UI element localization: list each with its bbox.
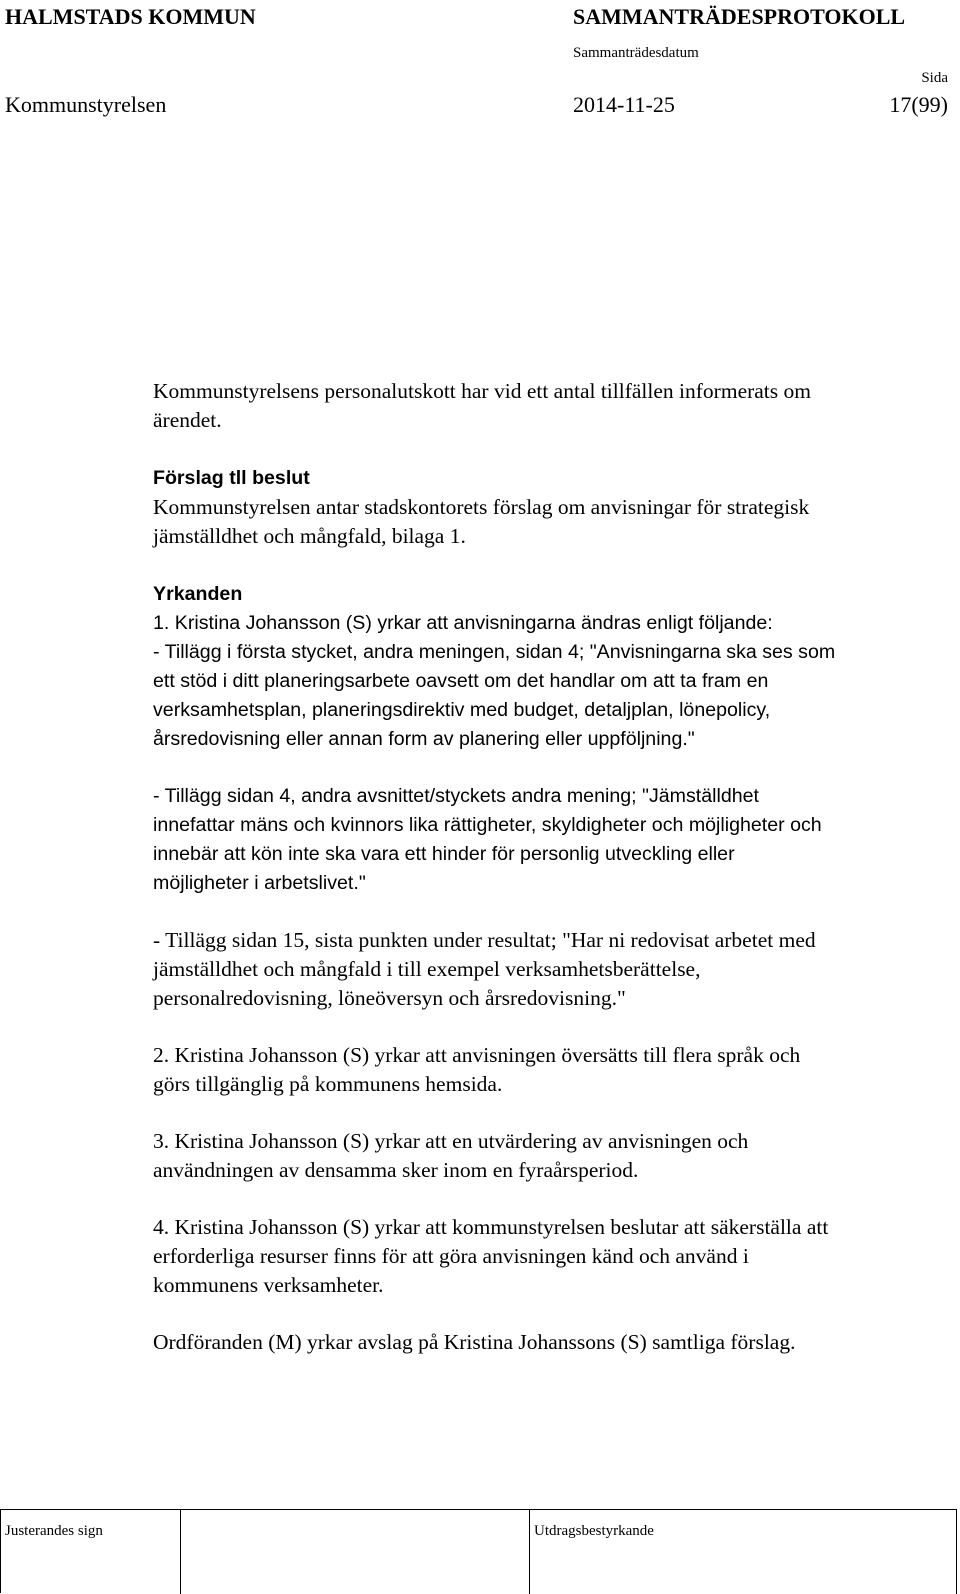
claim-line: personalredovisning, löneöversyn och årsredovisning." [153,986,626,1010]
proposal-line: Kommunstyrelsen antar stadskontorets förslag om anvisningar för strategisk [153,495,810,519]
extract-cell [530,1510,957,1594]
meeting-date: 2014-11-25 [573,92,675,117]
claim-line: - Tillägg i första stycket, andra meningen, sidan 4; "Anvisningarna ska ses som [153,641,836,663]
chair-statement: Ordföranden (M) yrkar avslag på Kristina Johanssons (S) samtliga förslag. [153,1330,796,1354]
sign-cell [1,1510,181,1594]
claim-line: möjligheter i arbetslivet." [153,872,366,894]
claim-line: verksamhetsplan, planeringsdirektiv med budget, detaljplan, lönepolicy, [153,699,771,721]
signature-table [0,1509,957,1593]
claim-line: innefattar mäns och kvinnors lika rättigheter, skyldigheter och möjligheter och [153,814,822,836]
claims-heading: Yrkanden [153,583,243,605]
claim-line: görs tillgänglig på kommunens hemsida. [153,1072,503,1096]
extract-label: Utdragsbestyrkande [534,1523,654,1539]
claim-line: 2. Kristina Johansson (S) yrkar att anvisningen översätts till flera språk och [153,1043,801,1067]
organization-name: HALMSTADS KOMMUN [5,4,256,29]
claim-line: erforderliga resurser finns för att göra anvisningen känd och använd i [153,1244,749,1268]
sign-blank-cell [181,1510,530,1594]
page-number: 17(99) [889,92,948,117]
claim-line: 3. Kristina Johansson (S) yrkar att en utvärdering av anvisningen och [153,1129,749,1153]
proposal-line: jämställdhet och mångfald, bilaga 1. [153,524,466,548]
claim-line: innebär att kön inte ska vara ett hinder för personlig utveckling eller [153,843,735,865]
claim-line: ett stöd i ditt planeringsarbete oavsett om det handlar om att ta fram en [153,670,769,692]
intro-line: Kommunstyrelsens personalutskott har vid ett antal tillfällen informerats om [153,379,811,403]
claim-line: - Tillägg sidan 4, andra avsnittet/styckets andra mening; "Jämställdhet [153,785,759,807]
page-label: Sida [921,70,948,86]
intro-line: ärendet. [153,408,222,432]
claim-line: - Tillägg sidan 15, sista punkten under resultat; "Har ni redovisat arbetet med [153,928,816,952]
claim-line: kommunens verksamheter. [153,1273,384,1297]
meeting-date-label: Sammanträdesdatum [573,45,699,61]
document-type: SAMMANTRÄDESPROTOKOLL [573,4,906,29]
committee-name: Kommunstyrelsen [5,92,167,117]
proposal-heading: Förslag tll beslut [153,467,310,489]
claim-line: jämställdhet och mångfald i till exempel verksamhetsberättelse, [153,957,701,981]
claim-line: 4. Kristina Johansson (S) yrkar att kommunstyrelsen beslutar att säkerställa att [153,1215,829,1239]
claim-line: 1. Kristina Johansson (S) yrkar att anvisningarna ändras enligt följande: [153,612,773,634]
claim-line: årsredovisning eller annan form av planering eller uppföljning." [153,728,695,750]
claim-line: användningen av densamma sker inom en fyraårsperiod. [153,1158,639,1182]
sign-label: Justerandes sign [5,1523,103,1539]
protocol-body [153,377,953,1357]
